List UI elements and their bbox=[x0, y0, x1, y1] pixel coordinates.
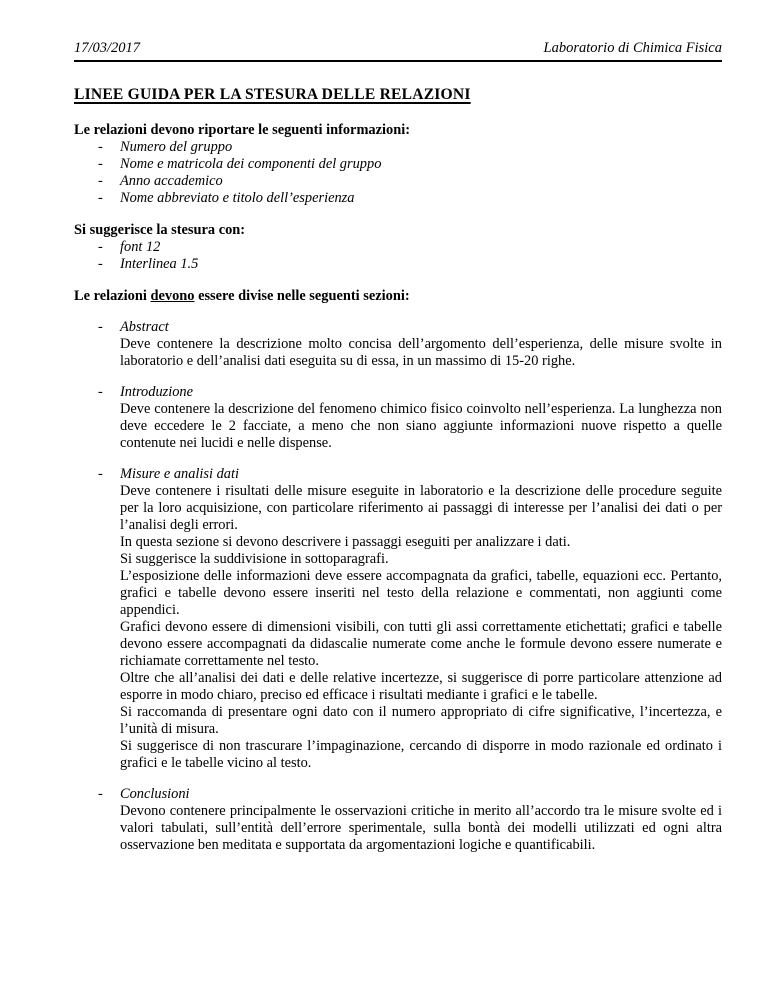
list-item-text: Numero del gruppo bbox=[120, 139, 233, 155]
list-item-text: font 12 bbox=[120, 239, 161, 255]
list-item bbox=[74, 256, 722, 273]
dash-bullet: - bbox=[98, 256, 103, 272]
sections-heading-post: essere divise nelle seguenti sezioni: bbox=[194, 288, 410, 304]
required-info-heading: Le relazioni devono riportare le seguenti informazioni: bbox=[74, 122, 411, 138]
dash-bullet: - bbox=[98, 239, 103, 255]
paragraph: Si raccomanda di presentare ogni dato con il numero appropriato di cifre significative, l’incertezza, e l’unità di misura. bbox=[120, 704, 722, 737]
paragraph: Si suggerisce di non trascurare l’impaginazione, cercando di disporre in modo razionale ed ordinato i grafici e le tabelle vicino al testo. bbox=[120, 738, 722, 771]
sections-heading-underlined-word: devono bbox=[150, 288, 195, 304]
required-info-section bbox=[74, 122, 722, 207]
paragraph: Si suggerisce la suddivisione in sottoparagrafi. bbox=[120, 551, 389, 567]
list-item-text: Interlinea 1.5 bbox=[120, 256, 199, 272]
paragraph: Devono contenere principalmente le osservazioni critiche in merito all’accordo tra le misure svolte ed i valori tabulati, sull’entità dell’errore sperimentale, sulla bontà dei modelli utilizzati ed ogni altra osservazione ben meditata e supportata da argomentazioni logiche e quantificabili. bbox=[120, 803, 722, 853]
list-item-text: Nome e matricola dei componenti del gruppo bbox=[120, 156, 382, 172]
list-item bbox=[74, 139, 722, 156]
section-body bbox=[74, 483, 722, 772]
section-title-row bbox=[74, 319, 722, 336]
format-suggestion-section bbox=[74, 222, 722, 273]
dash-bullet: - bbox=[98, 173, 103, 189]
list-item bbox=[74, 239, 722, 256]
list-item bbox=[74, 156, 722, 173]
list-item bbox=[74, 173, 722, 190]
list-item-text: Nome abbreviato e titolo dell’esperienza bbox=[120, 190, 355, 206]
paragraph: Deve contenere i risultati delle misure eseguite in laboratorio e la descrizione delle procedure seguite per la loro acquisizione, con particolare riferimento ai passaggi di interesse per l’analisi dei dati o per l’analisi degli errori. bbox=[120, 483, 722, 533]
header-course-title: Laboratorio di Chimica Fisica bbox=[543, 40, 722, 56]
section-title: Introduzione bbox=[120, 384, 194, 400]
list-item bbox=[74, 190, 722, 207]
section-title-row bbox=[74, 466, 722, 483]
document-title: LINEE GUIDA PER LA STESURA DELLE RELAZIONI bbox=[74, 86, 471, 103]
section-body bbox=[74, 336, 722, 370]
section-body bbox=[74, 803, 722, 854]
paragraph: Deve contenere la descrizione del fenomeno chimico fisico coinvolto nell’esperienza. La lunghezza non deve eccedere le 2 facciate, a meno che non siano aggiunte informazioni nuove rispetto a quelle contenute nei lucidi e nelle dispense. bbox=[120, 401, 722, 451]
sections-heading-pre: Le relazioni bbox=[74, 288, 151, 304]
section-abstract bbox=[74, 319, 722, 370]
section-misure-e-analisi-dati bbox=[74, 466, 722, 772]
format-suggestion-heading: Si suggerisce la stesura con: bbox=[74, 222, 246, 238]
sections-heading bbox=[74, 288, 722, 305]
section-title: Conclusioni bbox=[120, 786, 190, 802]
dash-bullet: - bbox=[98, 786, 103, 802]
section-body bbox=[74, 401, 722, 452]
dash-bullet: - bbox=[98, 384, 103, 400]
section-introduzione bbox=[74, 384, 722, 452]
paragraph: L’esposizione delle informazioni deve essere accompagnata da grafici, tabelle, equazioni ecc. Pertanto, grafici e tabelle devono essere inseriti nel testo della relazione e commentati, non aggiunti come appendici. bbox=[120, 568, 722, 618]
section-conclusioni bbox=[74, 786, 722, 854]
dash-bullet: - bbox=[98, 139, 103, 155]
section-title-row bbox=[74, 786, 722, 803]
list-item-text: Anno accademico bbox=[120, 173, 223, 189]
section-title: Misure e analisi dati bbox=[120, 466, 239, 482]
page-header bbox=[74, 40, 722, 62]
dash-bullet: - bbox=[98, 190, 103, 206]
dash-bullet: - bbox=[98, 466, 103, 482]
paragraph: In questa sezione si devono descrivere i passaggi eseguiti per analizzare i dati. bbox=[120, 534, 571, 550]
section-title: Abstract bbox=[120, 319, 169, 335]
dash-bullet: - bbox=[98, 319, 103, 335]
section-title-row bbox=[74, 384, 722, 401]
paragraph: Grafici devono essere di dimensioni visibili, con tutti gli assi correttamente etichettati; grafici e tabelle devono essere accompagnati da didascalie numerate come anche le formule devono essere numerate e richiamate correttamente nel testo. bbox=[120, 619, 722, 669]
paragraph: Oltre che all’analisi dei dati e delle relative incertezze, si suggerisce di porre particolare attenzione ad esporre in modo chiaro, preciso ed efficace i risultati mediante i grafici e le tabelle. bbox=[120, 670, 722, 703]
header-date: 17/03/2017 bbox=[74, 40, 141, 56]
paragraph: Deve contenere la descrizione molto concisa dell’argomento dell’esperienza, delle misure svolte in laboratorio e dell’analisi dati eseguita su di essa, in un massimo di 15-20 righe. bbox=[120, 336, 722, 369]
dash-bullet: - bbox=[98, 156, 103, 172]
